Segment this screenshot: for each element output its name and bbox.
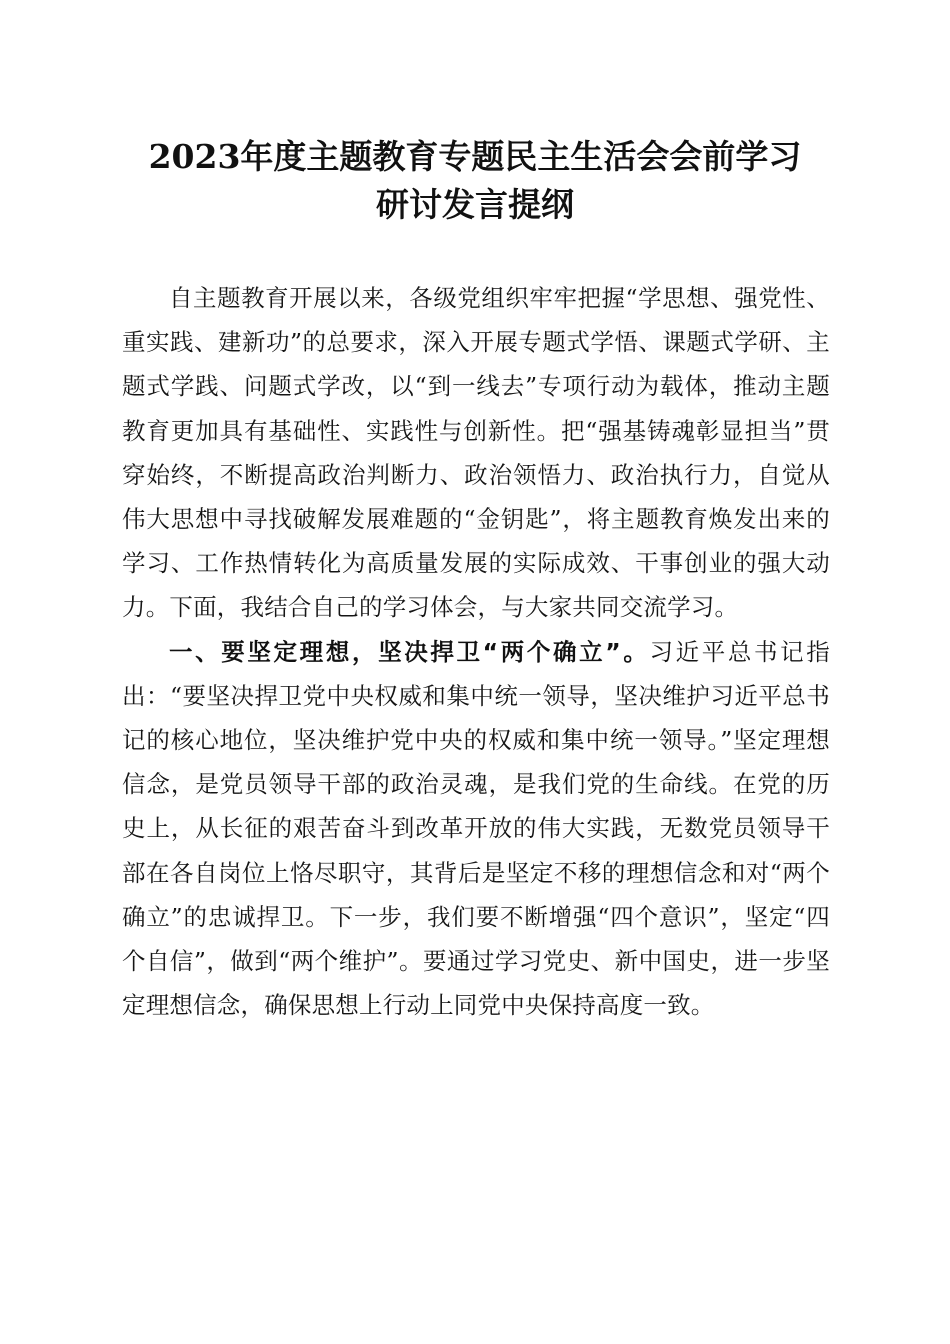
paragraph-intro-text: 自主题教育开展以来，各级党组织牢牢把握“学思想、强党性、重实践、建新功”的总要求，深入开展专题式学悟、课题式学研、主题式学践、问题式学改，以“到一线去”专项行动为载体，推动主题教育更加具有基础性、实践性与创新性。把“强基铸魂彰显担当”贯穿始终，不断提高政治判断力、政治领悟力、政治执行力，自觉从伟大思想中寻找破解发展难题的“金钥匙”，将主题教育焕发出来的学习、工作热情转化为高质量发展的实际成效、干事创业的强大动力。下面，我结合自己的学习体会，与大家共同交流学习。 bbox=[122, 284, 830, 622]
section-1-heading: 一、要坚定理想，坚决捍卫“两个确立”。 bbox=[169, 637, 650, 666]
paragraph-section-1 bbox=[122, 630, 830, 1028]
section-1-text: 习近平总书记指出：“要坚决捍卫党中央权威和集中统一领导，坚决维护习近平总书记的核心地位，坚决维护党中央的权威和集中统一领导。”坚定理想信念，是党员领导干部的政治灵魂，是我们党的生命线。在党的历史上，从长征的艰苦奋斗到改革开放的伟大实践，无数党员领导干部在各自岗位上恪尽职守，其背后是坚定不移的理想信念和对“两个确立”的忠诚捍卫。下一步，我们要不断增强“四个意识”，坚定“四个自信”，做到“两个维护”。要通过学习党史、新中国史，进一步坚定理想信念，确保思想上行动上同党中央保持高度一致。 bbox=[122, 637, 830, 1020]
document-body bbox=[122, 276, 830, 1027]
title-line-1: 2023年度主题教育专题民主生活会会前学习 bbox=[148, 137, 802, 176]
paragraph-intro bbox=[122, 276, 830, 630]
document-title bbox=[100, 133, 850, 229]
title-line-2: 研讨发言提纲 bbox=[376, 185, 574, 224]
